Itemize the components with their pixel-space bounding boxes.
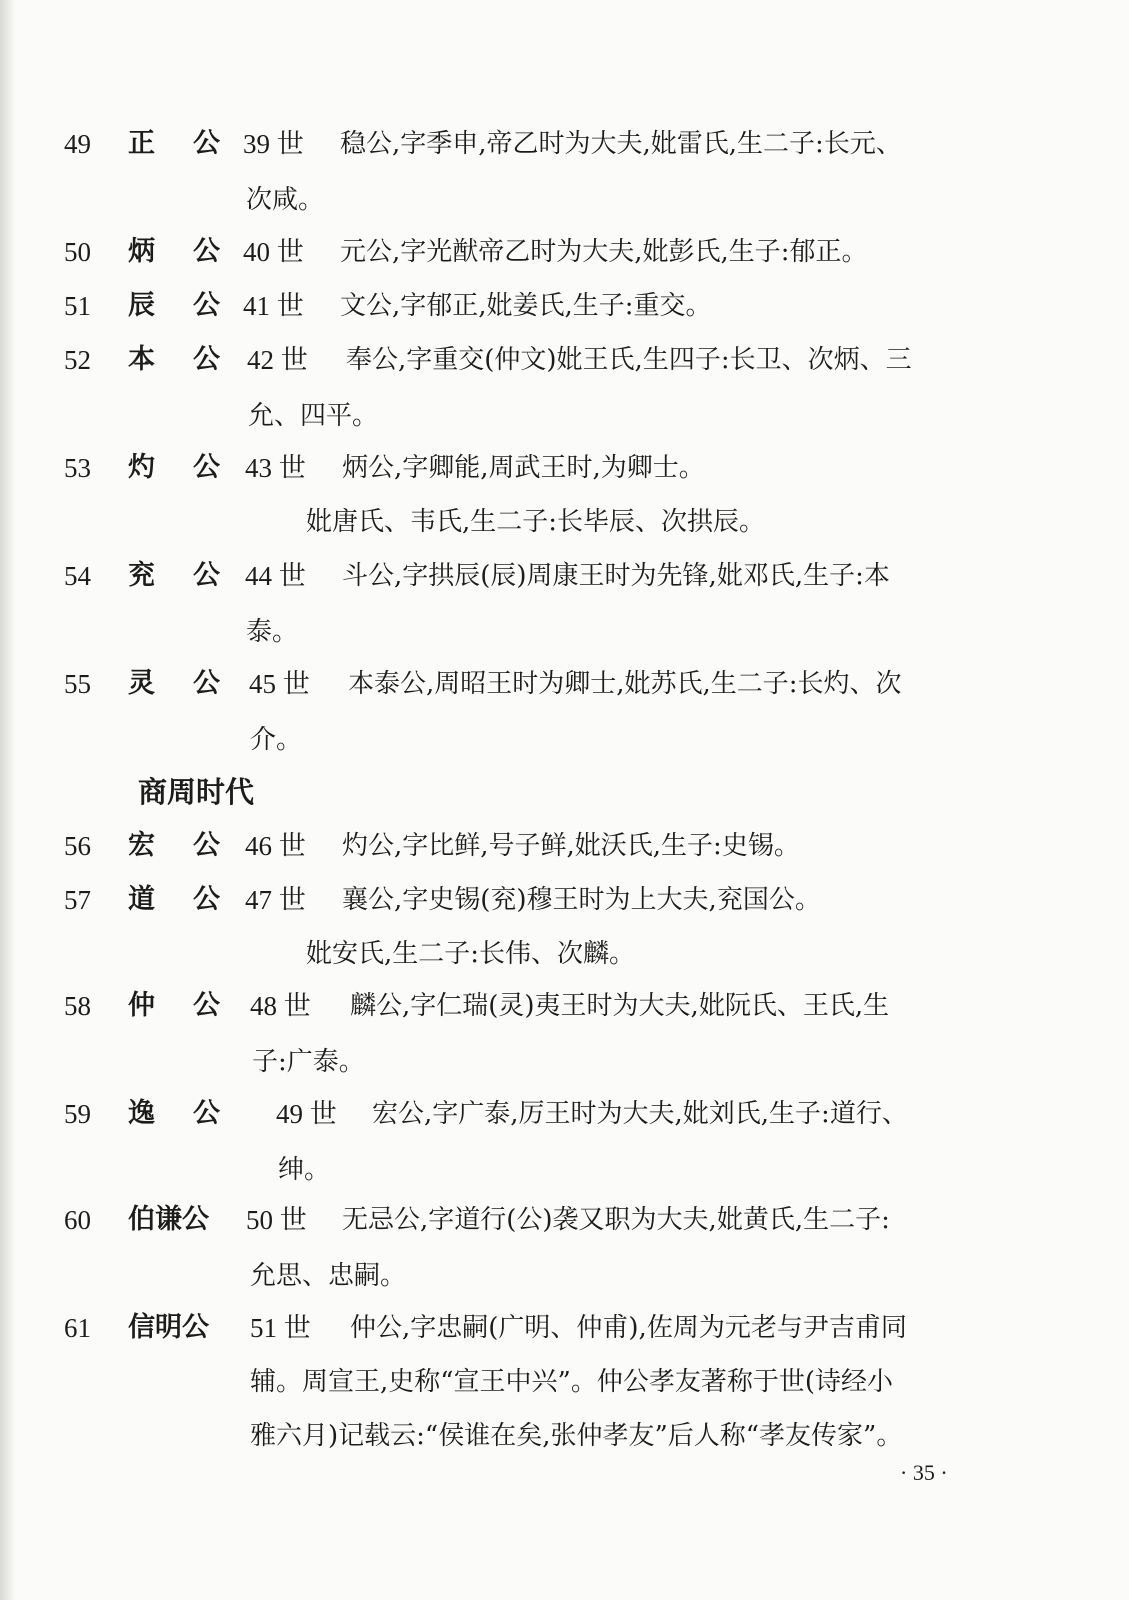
- entry-name: 仲 公: [128, 990, 220, 1021]
- entry-name: 道 公: [128, 884, 220, 915]
- entry-name: 灵 公: [128, 668, 220, 699]
- entry-number: 54: [64, 561, 91, 591]
- entry-number: 51: [64, 291, 91, 321]
- entry-number: 56: [64, 831, 91, 861]
- entry-57: [0, 880, 1129, 969]
- entry-text-line: 雅六月)记载云:“侯谁在矣,张仲孝友”后人称“孝友传家”。: [250, 1421, 903, 1451]
- entry-text-line: 本泰公,周昭王时为卿士,妣苏氏,生二子:长灼、次: [348, 669, 902, 699]
- entry-generation: 42 世: [247, 345, 308, 375]
- entry-name: 本 公: [128, 344, 220, 375]
- entry-number: 57: [64, 885, 91, 915]
- entry-number: 59: [64, 1099, 91, 1129]
- entry-60: [0, 1200, 1129, 1291]
- entry-generation: 48 世: [250, 991, 311, 1021]
- entry-text-line: 泰。: [246, 617, 299, 647]
- entry-name: 辰 公: [128, 290, 220, 321]
- entry-50: [0, 232, 1129, 288]
- entry-52: [0, 340, 1129, 431]
- entry-generation: 43 世: [245, 453, 306, 483]
- entry-number: 61: [64, 1313, 91, 1343]
- entry-text-line: 元公,字光猷帝乙时为大夫,妣彭氏,生子:郁正。: [340, 237, 868, 267]
- entry-number: 53: [64, 453, 91, 483]
- entry-generation: 39 世: [243, 129, 304, 159]
- entry-name: 兖 公: [128, 560, 220, 591]
- entry-51: [0, 286, 1129, 342]
- entry-56: [0, 826, 1129, 882]
- entry-name: 信明公: [128, 1312, 209, 1343]
- entry-text-line: 妣唐氏、韦氏,生二子:长毕辰、次拱辰。: [306, 507, 766, 537]
- entry-text-line: 奉公,字重交(仲文)妣王氏,生四子:长卫、次炳、三: [346, 345, 912, 375]
- entry-generation: 51 世: [250, 1313, 311, 1343]
- entry-generation: 44 世: [245, 561, 306, 591]
- entry-text-line: 介。: [250, 725, 303, 755]
- section-title: 商周时代: [138, 775, 255, 809]
- entry-text-line: 襄公,字史锡(兖)穆王时为上大夫,兖国公。: [342, 885, 821, 915]
- entry-generation: 41 世: [243, 291, 304, 321]
- entry-text-line: 文公,字郁正,妣姜氏,生子:重交。: [340, 291, 712, 321]
- entry-text-line: 允、四平。: [248, 401, 379, 431]
- page-number: · 35 ·: [900, 1460, 948, 1485]
- entry-name: 炳 公: [128, 236, 220, 267]
- entry-name: 伯谦公: [128, 1204, 209, 1235]
- entry-49: [0, 124, 1129, 215]
- entry-number: 60: [64, 1205, 91, 1235]
- entry-text-line: 稳公,字季申,帝乙时为大夫,妣雷氏,生二子:长元、: [340, 129, 902, 159]
- entry-generation: 50 世: [246, 1205, 307, 1235]
- entry-name: 逸 公: [128, 1098, 220, 1129]
- entry-text-line: 妣安氏,生二子:长伟、次麟。: [306, 939, 636, 969]
- entry-text-line: 次咸。: [246, 185, 325, 215]
- entry-text-line: 无忌公,字道行(公)袭又职为大夫,妣黄氏,生二子:: [342, 1205, 890, 1235]
- entry-generation: 45 世: [249, 669, 310, 699]
- entry-58: [0, 986, 1129, 1077]
- entry-generation: 46 世: [245, 831, 306, 861]
- entry-generation: 49 世: [276, 1099, 337, 1129]
- entry-text-line: 灼公,字比鲜,号子鲜,妣沃氏,生子:史锡。: [342, 831, 800, 861]
- entry-number: 52: [64, 345, 91, 375]
- entry-number: 50: [64, 237, 91, 267]
- entry-text-line: 炳公,字卿能,周武王时,为卿士。: [342, 453, 705, 483]
- entry-54: [0, 556, 1129, 647]
- entry-text-line: 子:广泰。: [252, 1047, 365, 1077]
- entry-text-line: 麟公,字仁瑞(灵)夷王时为大夫,妣阮氏、王氏,生: [350, 991, 890, 1021]
- entry-name: 宏 公: [128, 830, 220, 861]
- entry-number: 58: [64, 991, 91, 1021]
- entry-text-line: 斗公,字拱辰(辰)周康王时为先锋,妣邓氏,生子:本: [342, 561, 890, 591]
- entry-number: 49: [64, 129, 91, 159]
- entry-text-line: 宏公,字广泰,厉王时为大夫,妣刘氏,生子:道行、: [372, 1099, 908, 1129]
- entry-53: [0, 448, 1129, 537]
- entry-name: 灼 公: [128, 452, 220, 483]
- entry-55: [0, 664, 1129, 755]
- entry-61: [0, 1308, 1129, 1451]
- entry-generation: 47 世: [245, 885, 306, 915]
- entry-59: [0, 1094, 1129, 1185]
- entry-text-line: 绅。: [278, 1155, 331, 1185]
- entry-text-line: 辅。周宣王,史称“宣王中兴”。仲公孝友著称于世(诗经小: [250, 1367, 893, 1397]
- entry-name: 正 公: [128, 128, 220, 159]
- entry-number: 55: [64, 669, 91, 699]
- entry-generation: 40 世: [243, 237, 304, 267]
- entry-text-line: 仲公,字忠嗣(广明、仲甫),佐周为元老与尹吉甫同: [350, 1313, 907, 1343]
- entry-text-line: 允思、忠嗣。: [250, 1261, 407, 1291]
